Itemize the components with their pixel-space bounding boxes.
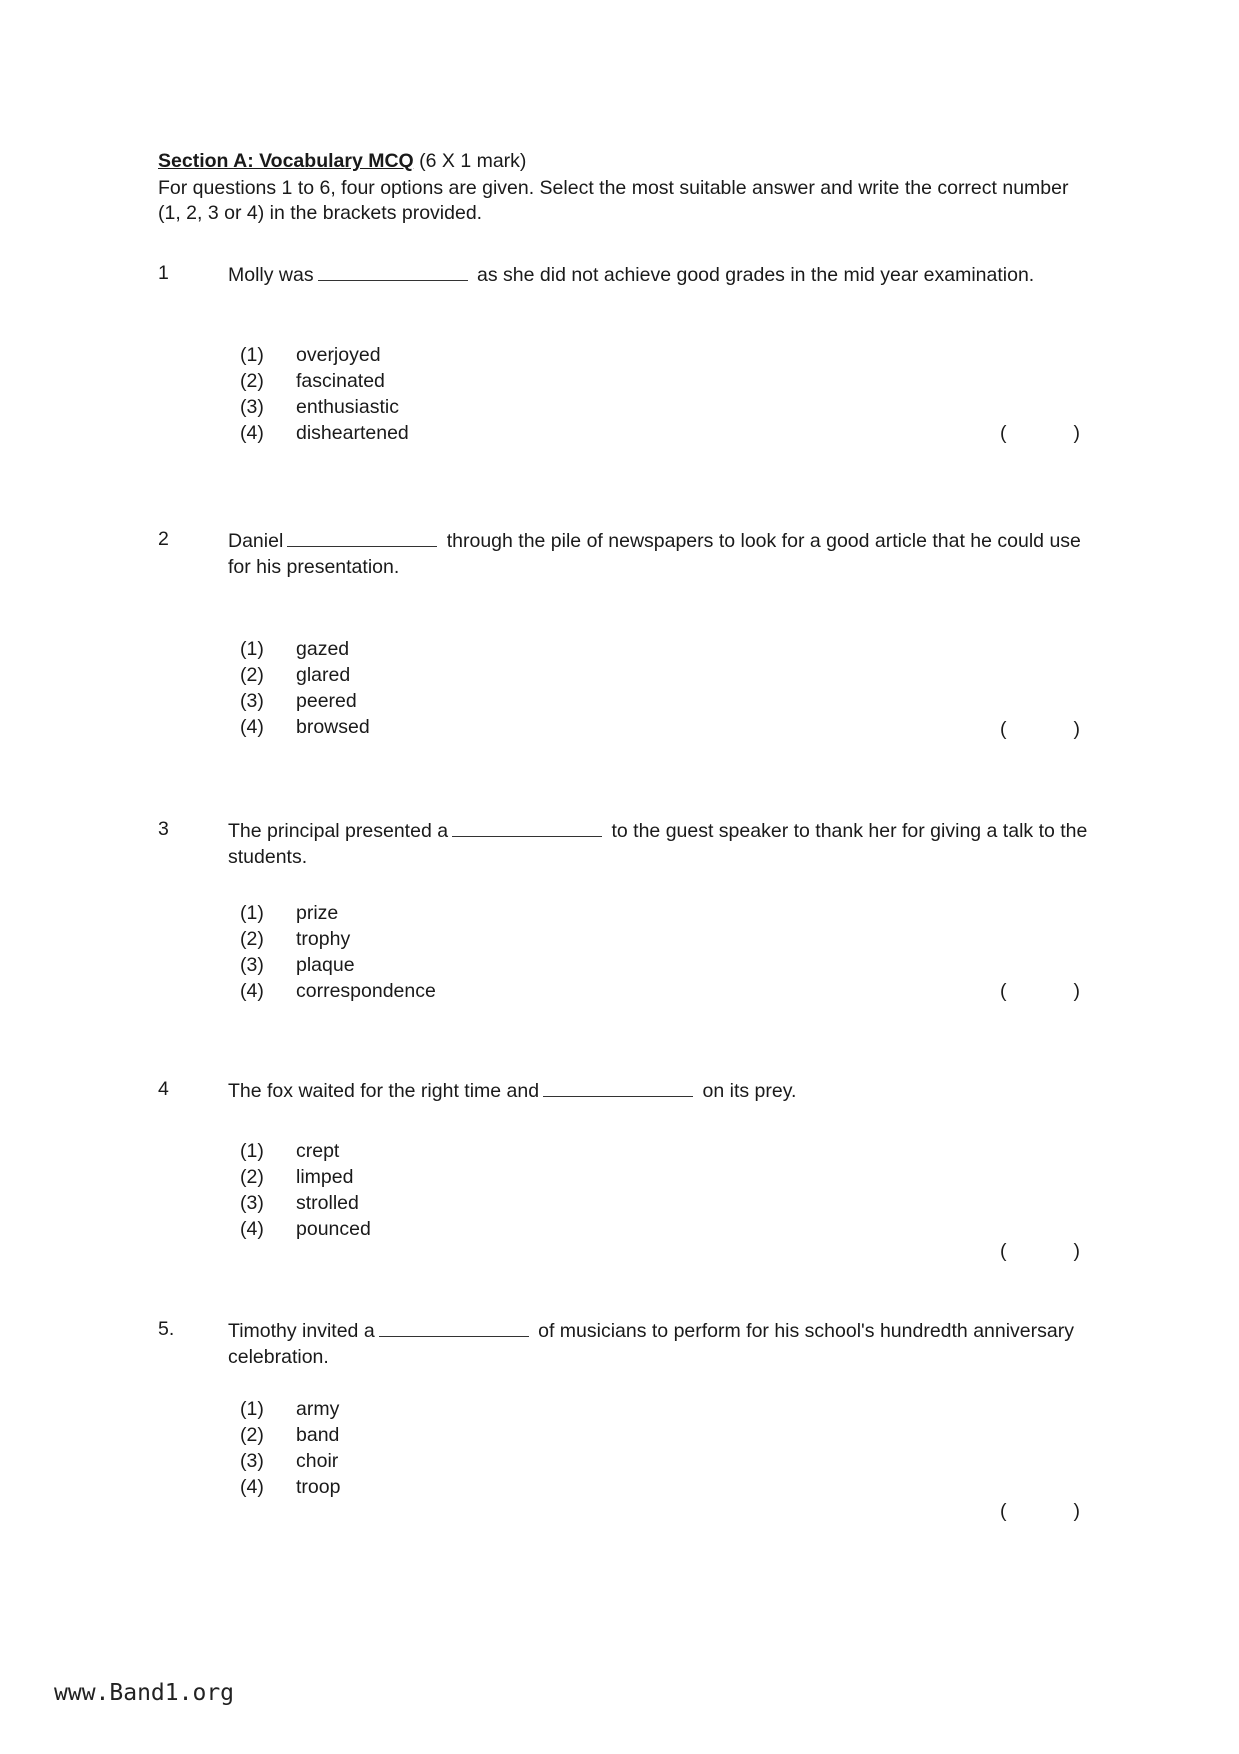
options-list xyxy=(240,1396,340,1500)
options-list xyxy=(240,636,370,740)
option-number: (3) xyxy=(240,954,264,976)
option-3 xyxy=(240,1448,340,1474)
question-text xyxy=(228,528,1088,580)
option-1 xyxy=(240,900,436,926)
option-4 xyxy=(240,714,370,740)
option-text: crept xyxy=(296,1140,340,1162)
option-number: (4) xyxy=(240,422,264,444)
answer-blank xyxy=(287,545,437,547)
options-list xyxy=(240,342,409,446)
bracket-open: ( xyxy=(1000,1240,1007,1262)
answer-blank xyxy=(379,1335,529,1337)
answer-brackets[interactable] xyxy=(1000,1240,1080,1263)
instructions: For questions 1 to 6, four options are given. Select the most suitable answer and write the correct number (1, 2, 3 or 4) in the brackets provided. xyxy=(158,177,1069,224)
option-number: (1) xyxy=(240,638,264,660)
option-number: (3) xyxy=(240,690,264,712)
option-text: army xyxy=(296,1398,340,1420)
question-number: 5. xyxy=(158,1318,175,1340)
question-text-after: as she did not achieve good grades in the mid year examination. xyxy=(477,264,1035,286)
watermark: www.Band1.org xyxy=(54,1680,235,1706)
option-2 xyxy=(240,926,436,952)
question-text-after: on its prey. xyxy=(702,1080,797,1102)
option-text: enthusiastic xyxy=(296,396,399,418)
bracket-close: ) xyxy=(1073,422,1080,444)
option-number: (3) xyxy=(240,1450,264,1472)
option-number: (1) xyxy=(240,344,264,366)
option-number: (4) xyxy=(240,716,264,738)
option-text: troop xyxy=(296,1476,341,1498)
bracket-open: ( xyxy=(1000,980,1007,1002)
answer-blank xyxy=(452,835,602,837)
question-text-after: of musicians to perform for his school's hundredth anniversary celebration. xyxy=(228,1320,1074,1368)
question-text-before: Daniel xyxy=(228,530,284,552)
question-text-after: through the pile of newspapers to look for a good article that he could use for his presentation. xyxy=(228,530,1081,578)
answer-blank xyxy=(318,279,468,281)
option-number: (1) xyxy=(240,902,264,924)
option-text: prize xyxy=(296,902,339,924)
option-3 xyxy=(240,1190,371,1216)
option-text: browsed xyxy=(296,716,370,738)
question-number: 4 xyxy=(158,1078,169,1100)
question-text-after: to the guest speaker to thank her for giving a talk to the students. xyxy=(228,820,1088,868)
answer-brackets[interactable] xyxy=(1000,980,1080,1003)
option-number: (2) xyxy=(240,928,264,950)
option-text: disheartened xyxy=(296,422,409,444)
question-text xyxy=(228,818,1088,870)
question-text-before: The fox waited for the right time and xyxy=(228,1080,540,1102)
option-1 xyxy=(240,1138,371,1164)
option-4 xyxy=(240,1216,371,1242)
option-text: strolled xyxy=(296,1192,359,1214)
option-text: limped xyxy=(296,1166,354,1188)
option-2 xyxy=(240,368,409,394)
options-list xyxy=(240,900,436,1004)
option-3 xyxy=(240,394,409,420)
option-number: (1) xyxy=(240,1398,264,1420)
question-text-before: Timothy invited a xyxy=(228,1320,375,1342)
answer-brackets[interactable] xyxy=(1000,1500,1080,1523)
option-text: overjoyed xyxy=(296,344,381,366)
option-text: plaque xyxy=(296,954,355,976)
option-number: (2) xyxy=(240,1424,264,1446)
question-text xyxy=(228,262,1088,288)
bracket-close: ) xyxy=(1073,1240,1080,1262)
option-2 xyxy=(240,1422,340,1448)
question-number: 1 xyxy=(158,262,169,284)
question-number: 3 xyxy=(158,818,169,840)
bracket-close: ) xyxy=(1073,980,1080,1002)
option-1 xyxy=(240,636,370,662)
option-2 xyxy=(240,1164,371,1190)
option-text: correspondence xyxy=(296,980,436,1002)
option-text: glared xyxy=(296,664,351,686)
option-number: (2) xyxy=(240,664,264,686)
section-title xyxy=(158,150,526,173)
option-text: choir xyxy=(296,1450,339,1472)
options-list xyxy=(240,1138,371,1242)
option-text: peered xyxy=(296,690,357,712)
question-text xyxy=(228,1318,1088,1370)
bracket-open: ( xyxy=(1000,422,1007,444)
question-text xyxy=(228,1078,1088,1104)
bracket-open: ( xyxy=(1000,1500,1007,1522)
option-number: (4) xyxy=(240,980,264,1002)
option-text: gazed xyxy=(296,638,350,660)
option-1 xyxy=(240,342,409,368)
option-number: (2) xyxy=(240,1166,264,1188)
answer-brackets[interactable] xyxy=(1000,422,1080,445)
question-text-before: The principal presented a xyxy=(228,820,449,842)
option-text: band xyxy=(296,1424,340,1446)
option-text: trophy xyxy=(296,928,351,950)
option-4 xyxy=(240,978,436,1004)
section-title-text: Section A: Vocabulary MCQ xyxy=(158,150,414,172)
bracket-close: ) xyxy=(1073,1500,1080,1522)
answer-brackets[interactable] xyxy=(1000,718,1080,741)
section-marks: (6 X 1 mark) xyxy=(419,150,527,172)
bracket-close: ) xyxy=(1073,718,1080,740)
bracket-open: ( xyxy=(1000,718,1007,740)
question-number: 2 xyxy=(158,528,169,550)
option-text: fascinated xyxy=(296,370,385,392)
option-number: (2) xyxy=(240,370,264,392)
option-text: pounced xyxy=(296,1218,371,1240)
option-number: (4) xyxy=(240,1476,264,1498)
option-1 xyxy=(240,1396,340,1422)
option-4 xyxy=(240,1474,340,1500)
option-number: (4) xyxy=(240,1218,264,1240)
option-number: (3) xyxy=(240,1192,264,1214)
option-number: (3) xyxy=(240,396,264,418)
question-text-before: Molly was xyxy=(228,264,314,286)
option-4 xyxy=(240,420,409,446)
option-3 xyxy=(240,952,436,978)
option-2 xyxy=(240,662,370,688)
option-number: (1) xyxy=(240,1140,264,1162)
option-3 xyxy=(240,688,370,714)
answer-blank xyxy=(543,1095,693,1097)
